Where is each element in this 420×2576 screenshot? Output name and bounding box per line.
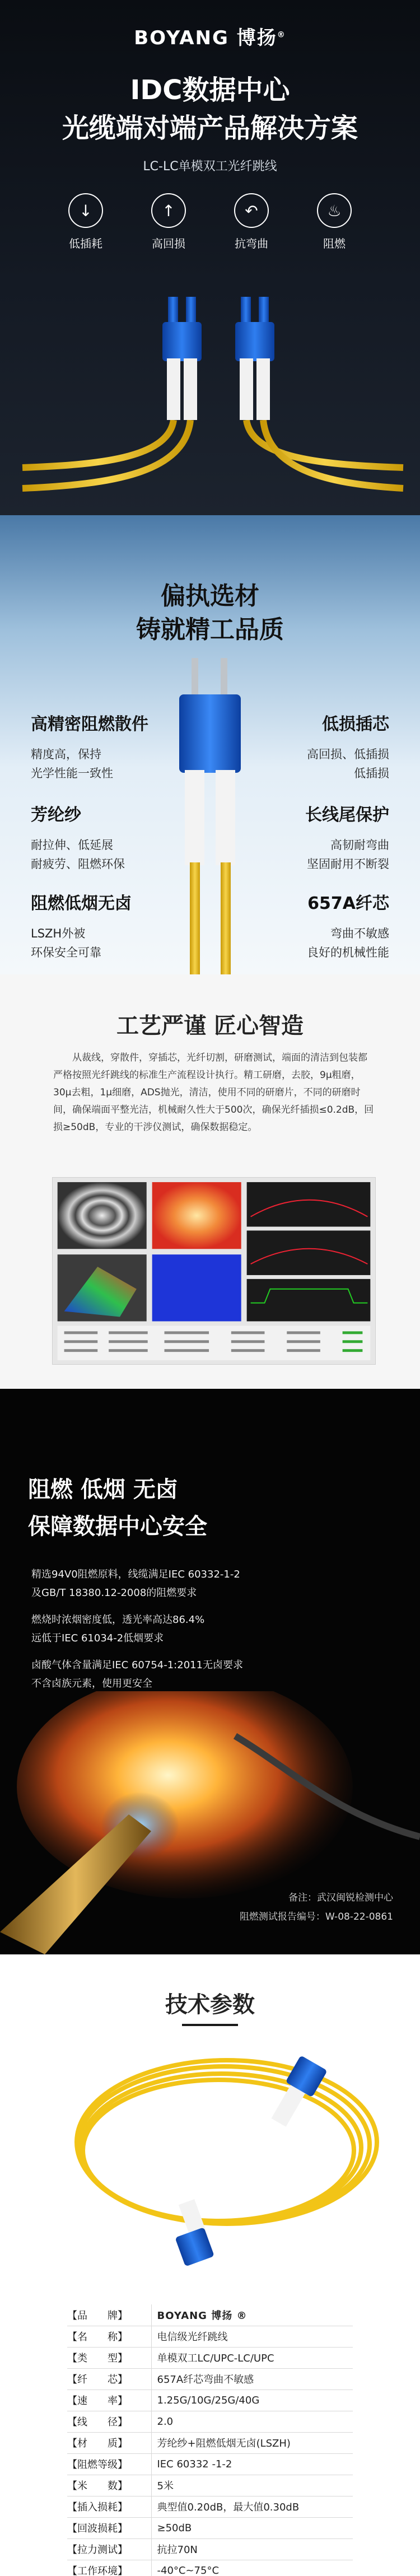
feature-bend [225, 193, 278, 251]
material-item [31, 710, 165, 783]
spec-key: 【名 称】 [67, 2326, 151, 2347]
spec-row [67, 2538, 353, 2560]
spec-row [67, 2453, 353, 2475]
material-desc: 高回损、低插损 [307, 748, 389, 761]
spec-key: 【米 数】 [67, 2475, 151, 2496]
spec-value: 抗拉70N [151, 2538, 353, 2560]
feature-low-loss [59, 193, 113, 251]
material-desc: 低插损 [354, 767, 389, 780]
hero-subtitle: LC-LC单模双工光纤跳线 [143, 160, 277, 174]
spec-row [67, 2475, 353, 2496]
material-title: 657A纤芯 [307, 894, 389, 913]
spec-key: 【品 牌】 [67, 2304, 151, 2326]
spec-row [67, 2517, 353, 2538]
spec-value: 1.25G/10G/25G/40G [151, 2390, 353, 2411]
spec-value: 5米 [151, 2475, 353, 2496]
spec-key: 【材 质】 [67, 2432, 151, 2453]
spec-key: 【类 型】 [67, 2347, 151, 2368]
spec-key: 【工作环境】 [67, 2560, 151, 2576]
spec-row [67, 2390, 353, 2411]
spec-value: IEC 60332 -1-2 [151, 2453, 353, 2475]
flame-heading-1: 阻燃 低烟 无卤 [28, 1477, 178, 1502]
spec-row [67, 2432, 353, 2453]
spec-row [67, 2411, 353, 2432]
materials-section [0, 515, 420, 974]
spec-value: 单模双工LC/UPC-LC/UPC [151, 2347, 353, 2368]
flame-text: 燃烧时浓烟密度低，透光率高达86.4% [31, 1614, 205, 1626]
material-desc: 坚固耐用不断裂 [307, 857, 389, 871]
bend-icon: ↶ [234, 193, 269, 228]
material-desc: 光学性能一致性 [31, 767, 113, 780]
connector-closeup-image [162, 658, 258, 974]
hero-section [0, 0, 420, 515]
spec-row [67, 2496, 353, 2517]
report-number-note: 阻燃测试报告编号：W-08-22-0861 [239, 1911, 393, 1922]
registered-mark: ® [277, 30, 286, 40]
flame-text: 卤酸气体含量满足IEC 60754-1:2011无卤要求 [31, 1659, 244, 1671]
spec-value: 典型值0.20dB，最大值0.30dB [151, 2496, 353, 2517]
feature-label: 阻燃 [323, 237, 346, 250]
spec-value: 657A纤芯弯曲不敏感 [151, 2368, 353, 2390]
material-item [255, 710, 389, 783]
flame-text: 及GB/T 18380.12-2008的阻燃要求 [31, 1587, 197, 1599]
flame-icon: ♨ [317, 193, 352, 228]
craft-section [0, 974, 420, 1389]
materials-heading-1: 偏执选材 [161, 582, 259, 610]
material-title: 长线尾保护 [305, 805, 389, 825]
brand-name-cn: 博扬 [236, 27, 277, 49]
spec-table [67, 2304, 353, 2576]
arrow-up-icon: ↑ [151, 193, 186, 228]
material-title: 阻燃低烟无卤 [31, 894, 132, 913]
spec-key: 【拉力测试】 [67, 2538, 151, 2560]
material-desc: 高韧耐弯曲 [330, 838, 389, 852]
specs-section [0, 1954, 420, 2576]
lc-connector-product-image [0, 280, 420, 515]
interferometer-test-panel-image [52, 1177, 376, 1365]
spec-value: ≥50dB [151, 2517, 353, 2538]
material-desc: 良好的机械性能 [307, 946, 389, 959]
flame-retardant-section [0, 1389, 420, 1954]
brand-name: BOYANG [134, 27, 229, 49]
material-title: 芳纶纱 [31, 805, 81, 825]
feature-label: 高回损 [152, 237, 185, 250]
feature-high-return [142, 193, 195, 251]
spec-key: 【回波损耗】 [67, 2517, 151, 2538]
arrow-down-icon: ↓ [68, 193, 103, 228]
flame-text: 不含卤族元素，使用更安全 [31, 1678, 152, 1690]
spec-key: 【插入损耗】 [67, 2496, 151, 2517]
material-desc: 耐拉伸、低延展 [31, 838, 113, 852]
craft-paragraph: 从裁线，穿散件，穿插芯，光纤切割，研磨测试，端面的清洁到包装都严格按照光纤跳线的标准生产流程设计执行。精工研磨，去胶，9μ粗磨，30μ去粗，1μ细磨，ADS抛光，清洁，使用不同的研磨片，不同的研磨时间，确保端面平整光洁，机械耐久性大于500次，确保光纤插损≤0.2dB，回损≥50dB，专业的干涉仪测试，确保数据稳定。 [53, 1052, 374, 1133]
feature-list [59, 193, 361, 251]
hero-title-line2: 光缆端对端产品解决方案 [62, 113, 358, 144]
material-desc: LSZH外被 [31, 927, 86, 940]
material-item [255, 889, 389, 962]
material-desc: 环保安全可靠 [31, 946, 101, 959]
spec-key: 【线 径】 [67, 2411, 151, 2432]
spec-value: 电信级光纤跳线 [151, 2326, 353, 2347]
specs-heading: 技术参数 [165, 1992, 255, 2018]
material-title: 低损插芯 [322, 715, 389, 734]
flame-text: 远低于IEC 61034-2低烟要求 [31, 1632, 164, 1644]
flame-text: 精选94V0阻燃原料，线缆满足IEC 60332-1-2 [31, 1569, 240, 1580]
material-item [31, 801, 165, 874]
material-desc: 耐疲劳、阻燃环保 [31, 857, 125, 871]
spec-key: 【速 率】 [67, 2390, 151, 2411]
spec-row [67, 2304, 353, 2326]
spec-row [67, 2326, 353, 2347]
flame-heading-2: 保障数据中心安全 [28, 1514, 207, 1539]
material-title: 高精密阻燃散件 [31, 715, 148, 734]
spec-value: 芳纶纱+阻燃低烟无卤(LSZH) [151, 2432, 353, 2453]
spec-row [67, 2347, 353, 2368]
brand-logo [0, 22, 420, 50]
spec-key: 【纤 芯】 [67, 2368, 151, 2390]
feature-label: 抗弯曲 [235, 237, 268, 250]
heading-underline [182, 2024, 238, 2026]
spec-value: -40°C~75°C [151, 2560, 353, 2576]
spec-row [67, 2560, 353, 2576]
spec-key: 【阻燃等级】 [67, 2453, 151, 2475]
materials-heading-2: 铸就精工品质 [136, 615, 284, 644]
material-desc: 精度高，保持 [31, 748, 101, 761]
spec-value: BOYANG 博扬 ® [151, 2304, 353, 2326]
spec-row [67, 2368, 353, 2390]
hero-title-line1: IDC数据中心 [130, 74, 290, 106]
material-item [255, 801, 389, 874]
craft-heading: 工艺严谨 匠心智造 [116, 1013, 304, 1039]
material-desc: 弯曲不敏感 [330, 927, 389, 940]
feature-flame [307, 193, 361, 251]
spec-value: 2.0 [151, 2411, 353, 2432]
test-center-note: 备注：武汉闽锐检测中心 [288, 1892, 393, 1903]
coiled-cable-image [0, 2033, 420, 2285]
material-item [31, 889, 165, 962]
feature-label: 低插耗 [69, 237, 102, 250]
